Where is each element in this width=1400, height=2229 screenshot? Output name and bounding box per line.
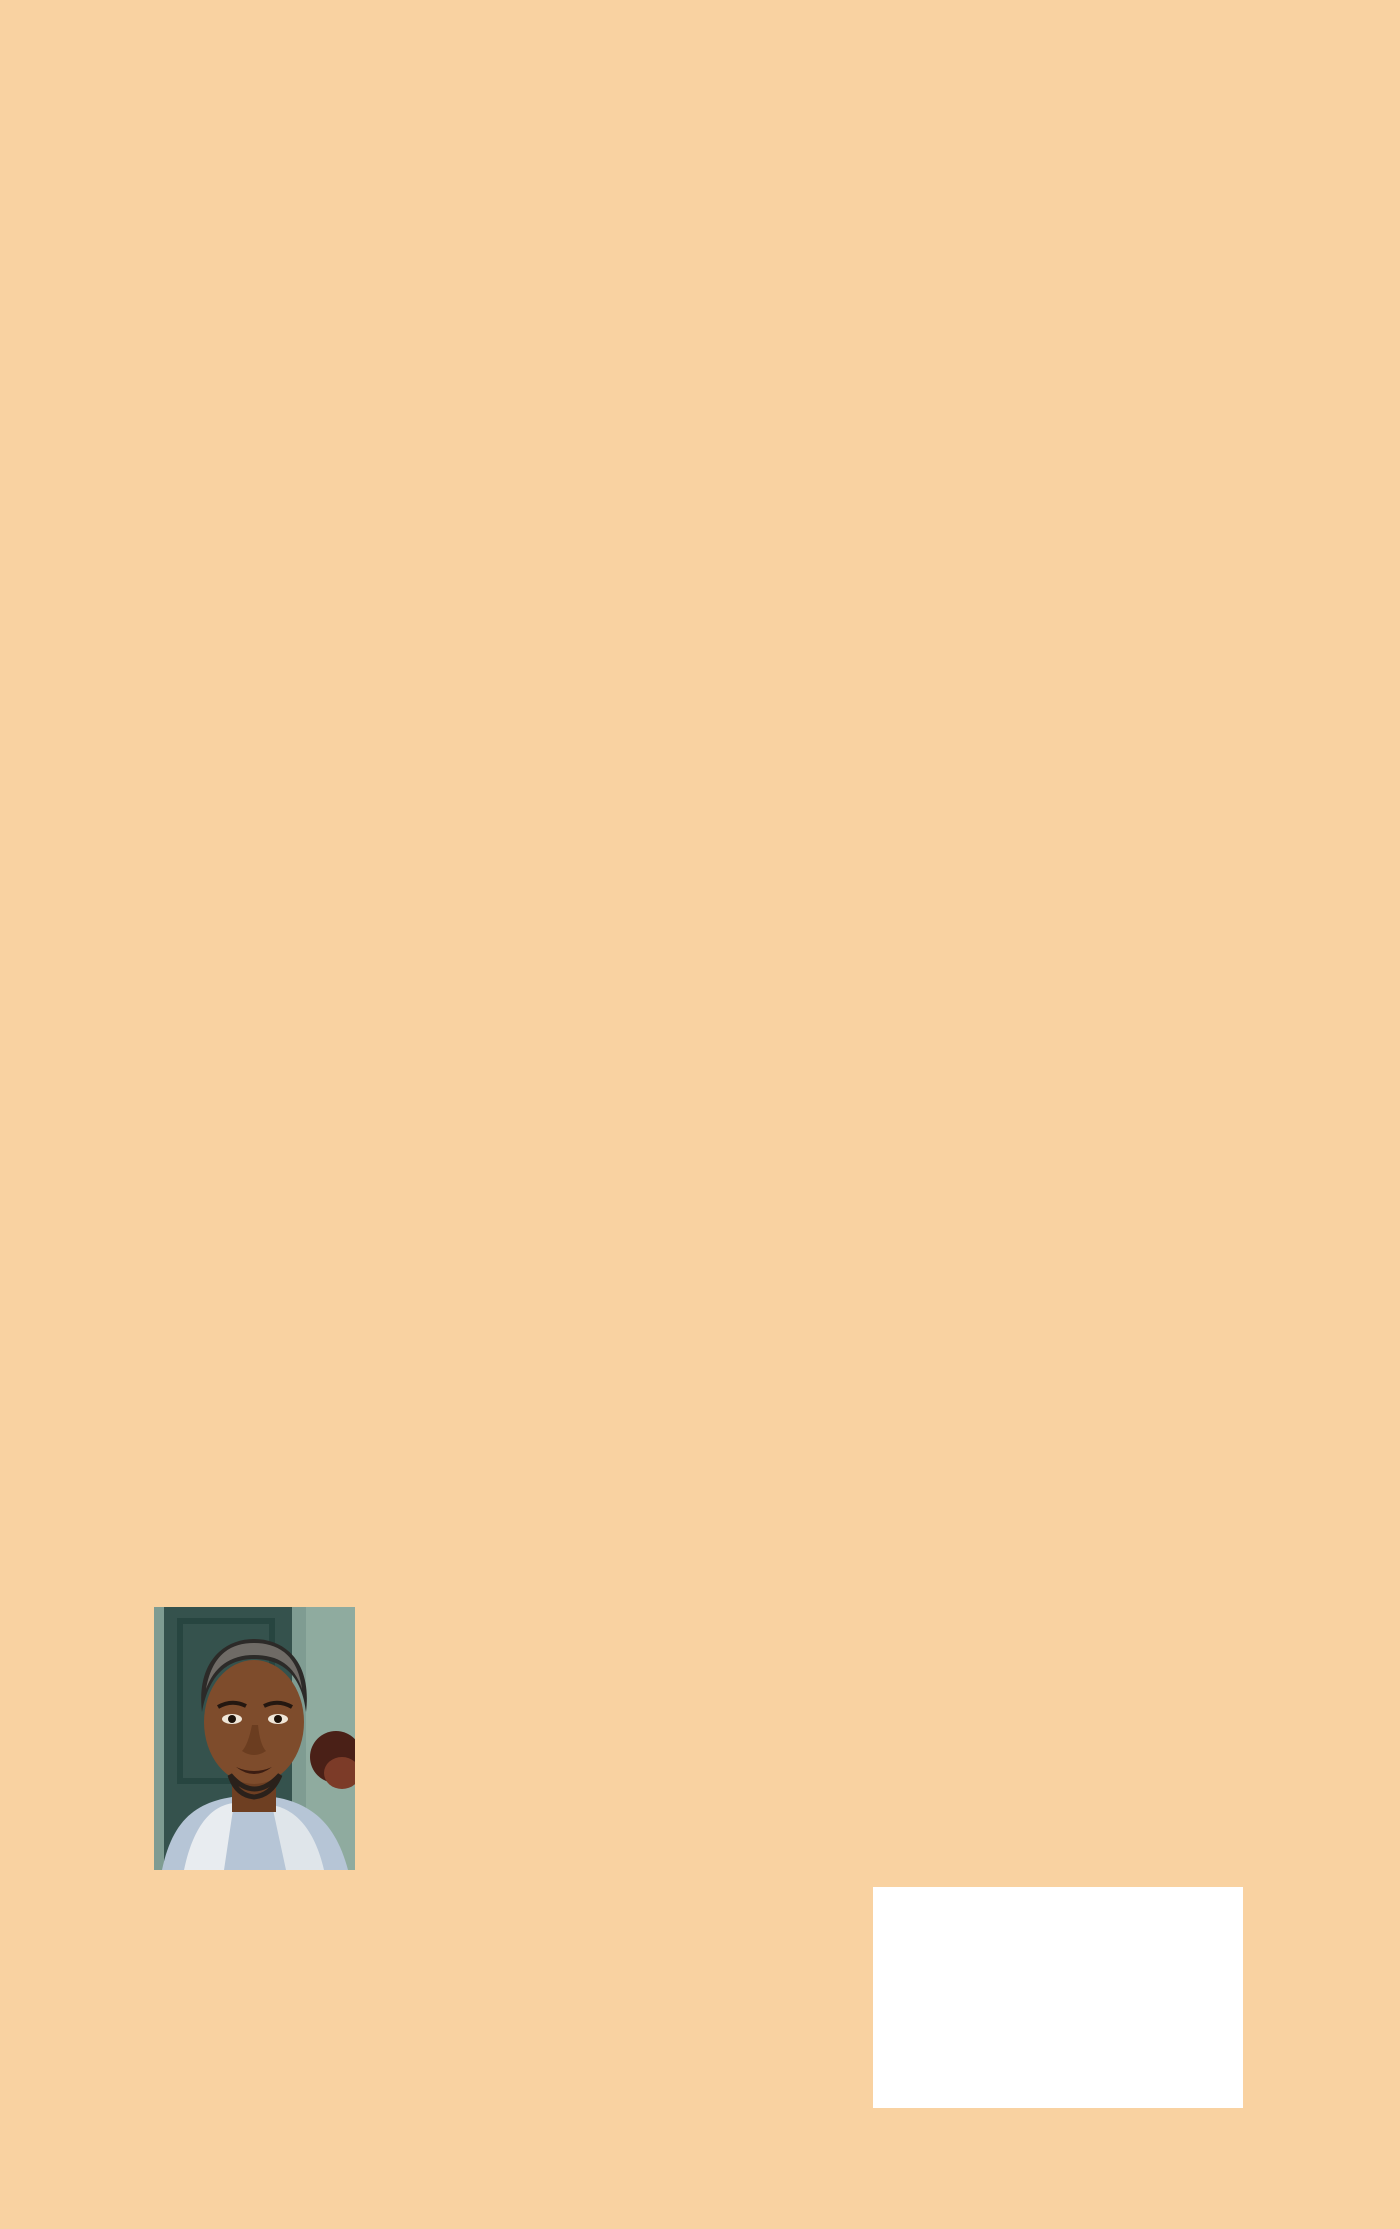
author-face [204, 1660, 304, 1784]
author-pupil-left [228, 1715, 236, 1723]
author-photo [154, 1607, 355, 1870]
ean13-barcode [873, 1887, 1243, 2108]
barcode-panel [873, 1887, 1243, 2108]
author-pupil-right [274, 1715, 282, 1723]
